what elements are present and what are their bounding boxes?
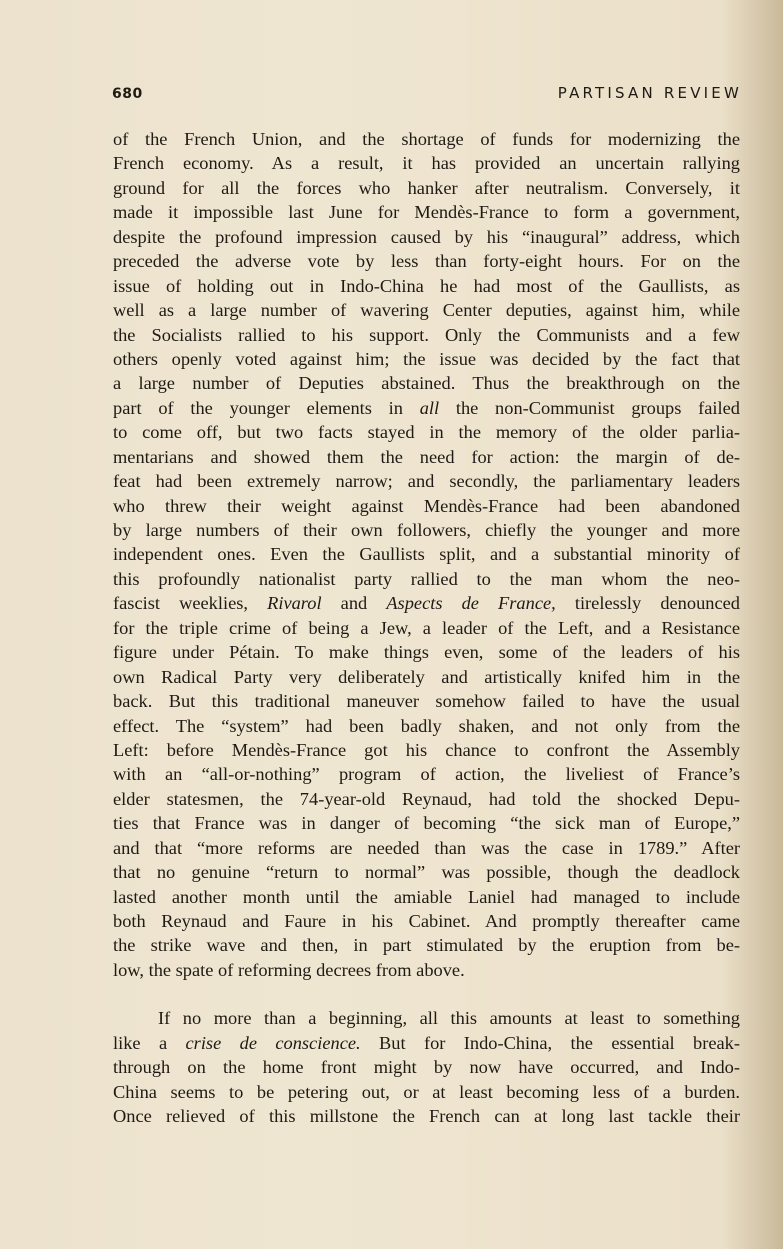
text-line: French economy. As a result, it has provided an uncertain rallying [113,153,740,174]
text-line: the strike wave and then, in part stimulated by the eruption from be- [113,935,740,956]
text-line: for the triple crime of being a Jew, a leader of the Left, and a Resistance [113,617,740,638]
italic-text: Rivarol [267,593,322,614]
running-head: PARTISAN REVIEW [557,84,742,102]
text-line: feat had been extremely narrow; and secondly, the parliamentary leaders [113,471,740,492]
text-line: ground for all the forces who hanker after neutralism. Conversely, it [113,177,740,198]
text-line: this profoundly nationalist party rallied to the man whom the neo- [113,568,740,589]
text-line: lasted another month until the amiable Laniel had managed to include [113,886,740,907]
text-line: If no more than a beginning, all this amounts at least to something [158,1008,740,1029]
text-line: China seems to be petering out, or at least becoming less of a burden. [113,1081,740,1102]
text-line: Left: before Mendès-France got his chance to confront the Assembly [113,739,740,760]
text-line: both Reynaud and Faure in his Cabinet. And promptly thereafter came [113,911,740,931]
text-line: fascist weeklies, Rivarol and Aspects de France, tirelessly denounced [113,593,740,614]
text-line: a large number of Deputies abstained. Thus the breakthrough on the [113,373,740,394]
text-line: effect. The “system” had been badly shaken, and not only from the [113,715,740,736]
text-line: by large numbers of their own followers, chiefly the younger and more [113,520,740,540]
paragraph-2 [113,1006,740,1128]
text-line: to come off, but two facts stayed in the memory of the older parlia- [113,422,740,443]
text-line: part of the younger elements in all the non-Communist groups failed [113,397,740,418]
text-line: preceded the adverse vote by less than forty-eight hours. For on the [113,251,740,272]
text-line: with an “all-or-nothing” program of action, the liveliest of France’s [113,764,740,785]
text-line: independent ones. Even the Gaullists split, and a substantial minority of [113,544,740,565]
text-line: like a crise de conscience. But for Indo-China, the essential break- [113,1032,740,1053]
text-line: low, the spate of reforming decrees from above. [113,959,465,980]
italic-text: all [419,397,440,418]
text-line: the Socialists rallied to his support. Only the Communists and a few [113,324,740,345]
text-line: of the French Union, and the shortage of funds for modernizing the [113,129,740,149]
text-line: made it impossible last June for Mendès-France to form a government, [113,202,740,223]
italic-text: Aspects de France, [386,593,556,614]
text-line: figure under Pétain. To make things even, some of the leaders of his [113,642,740,663]
text-line: Once relieved of this millstone the French can at long last tackle their [113,1106,740,1127]
text-line: mentarians and showed them the need for action: the margin of de- [113,446,740,467]
text-line: ties that France was in danger of becoming “the sick man of Europe,” [113,813,740,834]
paragraph-gap [113,982,740,1006]
text-line: issue of holding out in Indo-China he had most of the Gaullists, as [113,275,740,296]
italic-text: crise de conscience. [185,1032,361,1053]
text-line: and that “more reforms are needed than was the case in 1789.” After [113,837,740,858]
text-line: despite the profound impression caused by his “inaugural” address, which [113,226,740,247]
text-line: elder statesmen, the 74-year-old Reynaud, had told the shocked Depu- [113,788,740,809]
text-line: back. But this traditional maneuver somehow failed to have the usual [113,691,740,712]
page-number: 680 [112,86,143,102]
body-text [113,127,740,1129]
text-line: that no genuine “return to normal” was possible, though the deadlock [113,862,740,883]
text-line: well as a large number of wavering Center deputies, against him, while [113,300,740,321]
text-line: own Radical Party very deliberately and artistically knifed him in the [113,666,740,687]
page-header [112,84,742,102]
text-line: through on the home front might by now have occurred, and Indo- [113,1057,740,1078]
text-line: others openly voted against him; the issue was decided by the fact that [113,348,740,369]
text-line: who threw their weight against Mendès-France had been abandoned [113,495,740,516]
paragraph-1 [113,127,740,982]
